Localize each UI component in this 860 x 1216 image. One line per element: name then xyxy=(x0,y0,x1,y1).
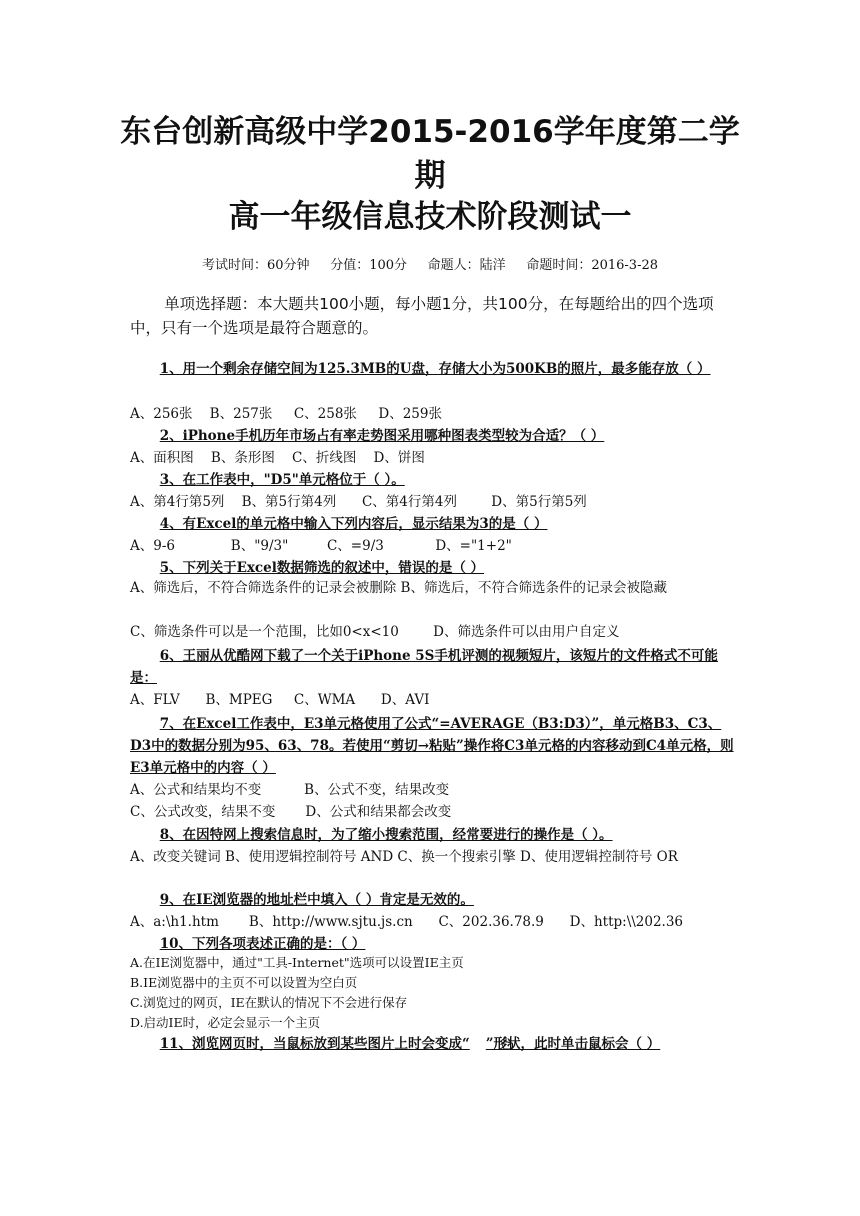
question-6-options: A、FLV B、MPEG C、WMA D、AVI xyxy=(130,692,430,708)
question-11 xyxy=(130,1033,735,1055)
question-10-option-b: B.IE浏览器中的主页不可以设置为空白页 xyxy=(130,975,358,990)
question-11-text-after: ”形状，此时单击鼠标会（ ） xyxy=(485,1036,661,1052)
question-7-option-cd: C、公式改变，结果不变 D、公式和结果都会改变 xyxy=(130,804,452,820)
question-4: 4、有Excel的单元格中输入下列内容后，显示结果为3的是（ ） xyxy=(159,516,548,532)
question-7: 7、在Excel工作表中，E3单元格使用了公式“=AVERAGE（B3:D3）”，单元格B3、C3、D3中的数据分别为95、63、78。若使用“剪切→粘贴”操作将C3单元格的内容移动到C4单元格，则E3单元格中的内容（ ） xyxy=(130,716,734,776)
question-3: 3、在工作表中，"D5"单元格位于（ ）。 xyxy=(159,472,405,488)
question-7-option-ab: A、公式和结果均不变 B、公式不变，结果改变 xyxy=(130,782,450,798)
question-11-text-before: 11、浏览网页时，当鼠标放到某些图片上时会变成“ xyxy=(159,1036,470,1052)
question-5: 5、下列关于Excel数据筛选的叙述中，错误的是（ ） xyxy=(159,560,485,576)
question-8: 8、在因特网上搜索信息时，为了缩小搜索范围，经常要进行的操作是（ ）。 xyxy=(159,827,613,843)
question-2: 2、iPhone手机历年市场占有率走势图采用哪种图表类型较为合适？（ ） xyxy=(159,428,605,444)
question-5-option-cd: C、筛选条件可以是一个范围，比如0<x<10 D、筛选条件可以由用户自定义 xyxy=(130,624,620,640)
question-10-option-c: C.浏览过的网页，IE在默认的情况下不会进行保存 xyxy=(130,995,408,1010)
question-9: 9、在IE浏览器的地址栏中填入（ ）肯定是无效的。 xyxy=(159,892,474,908)
exam-info: 考试时间：60分钟 分值：100分 命题人：陆洋 命题时间：2016-3-28 xyxy=(201,258,659,273)
question-8-options: A、改变关键词 B、使用逻辑控制符号 AND C、换一个搜索引擎 D、使用逻辑控制符号 OR xyxy=(130,849,678,865)
question-10: 10、下列各项表述正确的是：（ ） xyxy=(159,936,366,952)
exam-subtitle: 高一年级信息技术阶段测试一 xyxy=(228,199,632,235)
question-1-options: A、256张 B、257张 C、258张 D、259张 xyxy=(130,406,442,422)
question-10-option-d: D.启动IE时，必定会显示一个主页 xyxy=(130,1015,321,1030)
question-9-options: A、a:\h1.htm B、http://www.sjtu.js.cn C、202.36.78.9 D、http:\\202.36 xyxy=(130,914,684,930)
question-10-option-a: A.在IE浏览器中，通过"工具-Internet"选项可以设置IE主页 xyxy=(130,955,464,970)
question-3-options: A、第4行第5列 B、第5行第4列 C、第4行第4列 D、第5行第5列 xyxy=(130,494,587,510)
question-1: 1、用一个剩余存储空间为125.3MB的U盘，存储大小为500KB的照片，最多能存放（ ） xyxy=(159,361,711,377)
hand-pointer-icon xyxy=(470,1035,486,1049)
question-6: 6、王丽从优酷网下载了一个关于iPhone 5S手机评测的视频短片，该短片的文件格式不可能是： xyxy=(130,648,718,686)
question-5-option-ab: A、筛选后，不符合筛选条件的记录会被删除 B、筛选后，不符合筛选条件的记录会被隐藏 xyxy=(130,580,667,596)
question-4-options: A、9-6 B、"9/3" C、=9/3 D、="1+2" xyxy=(130,538,512,554)
section-intro: 单项选择题：本大题共100小题，每小题1分，共100分，在每题给出的四个选项中，只有一个选项是最符合题意的。 xyxy=(130,295,714,337)
exam-title: 东台创新高级中学2015-2016学年度第二学期 xyxy=(120,114,740,194)
question-2-options: A、面积图 B、条形图 C、折线图 D、饼图 xyxy=(130,450,425,466)
